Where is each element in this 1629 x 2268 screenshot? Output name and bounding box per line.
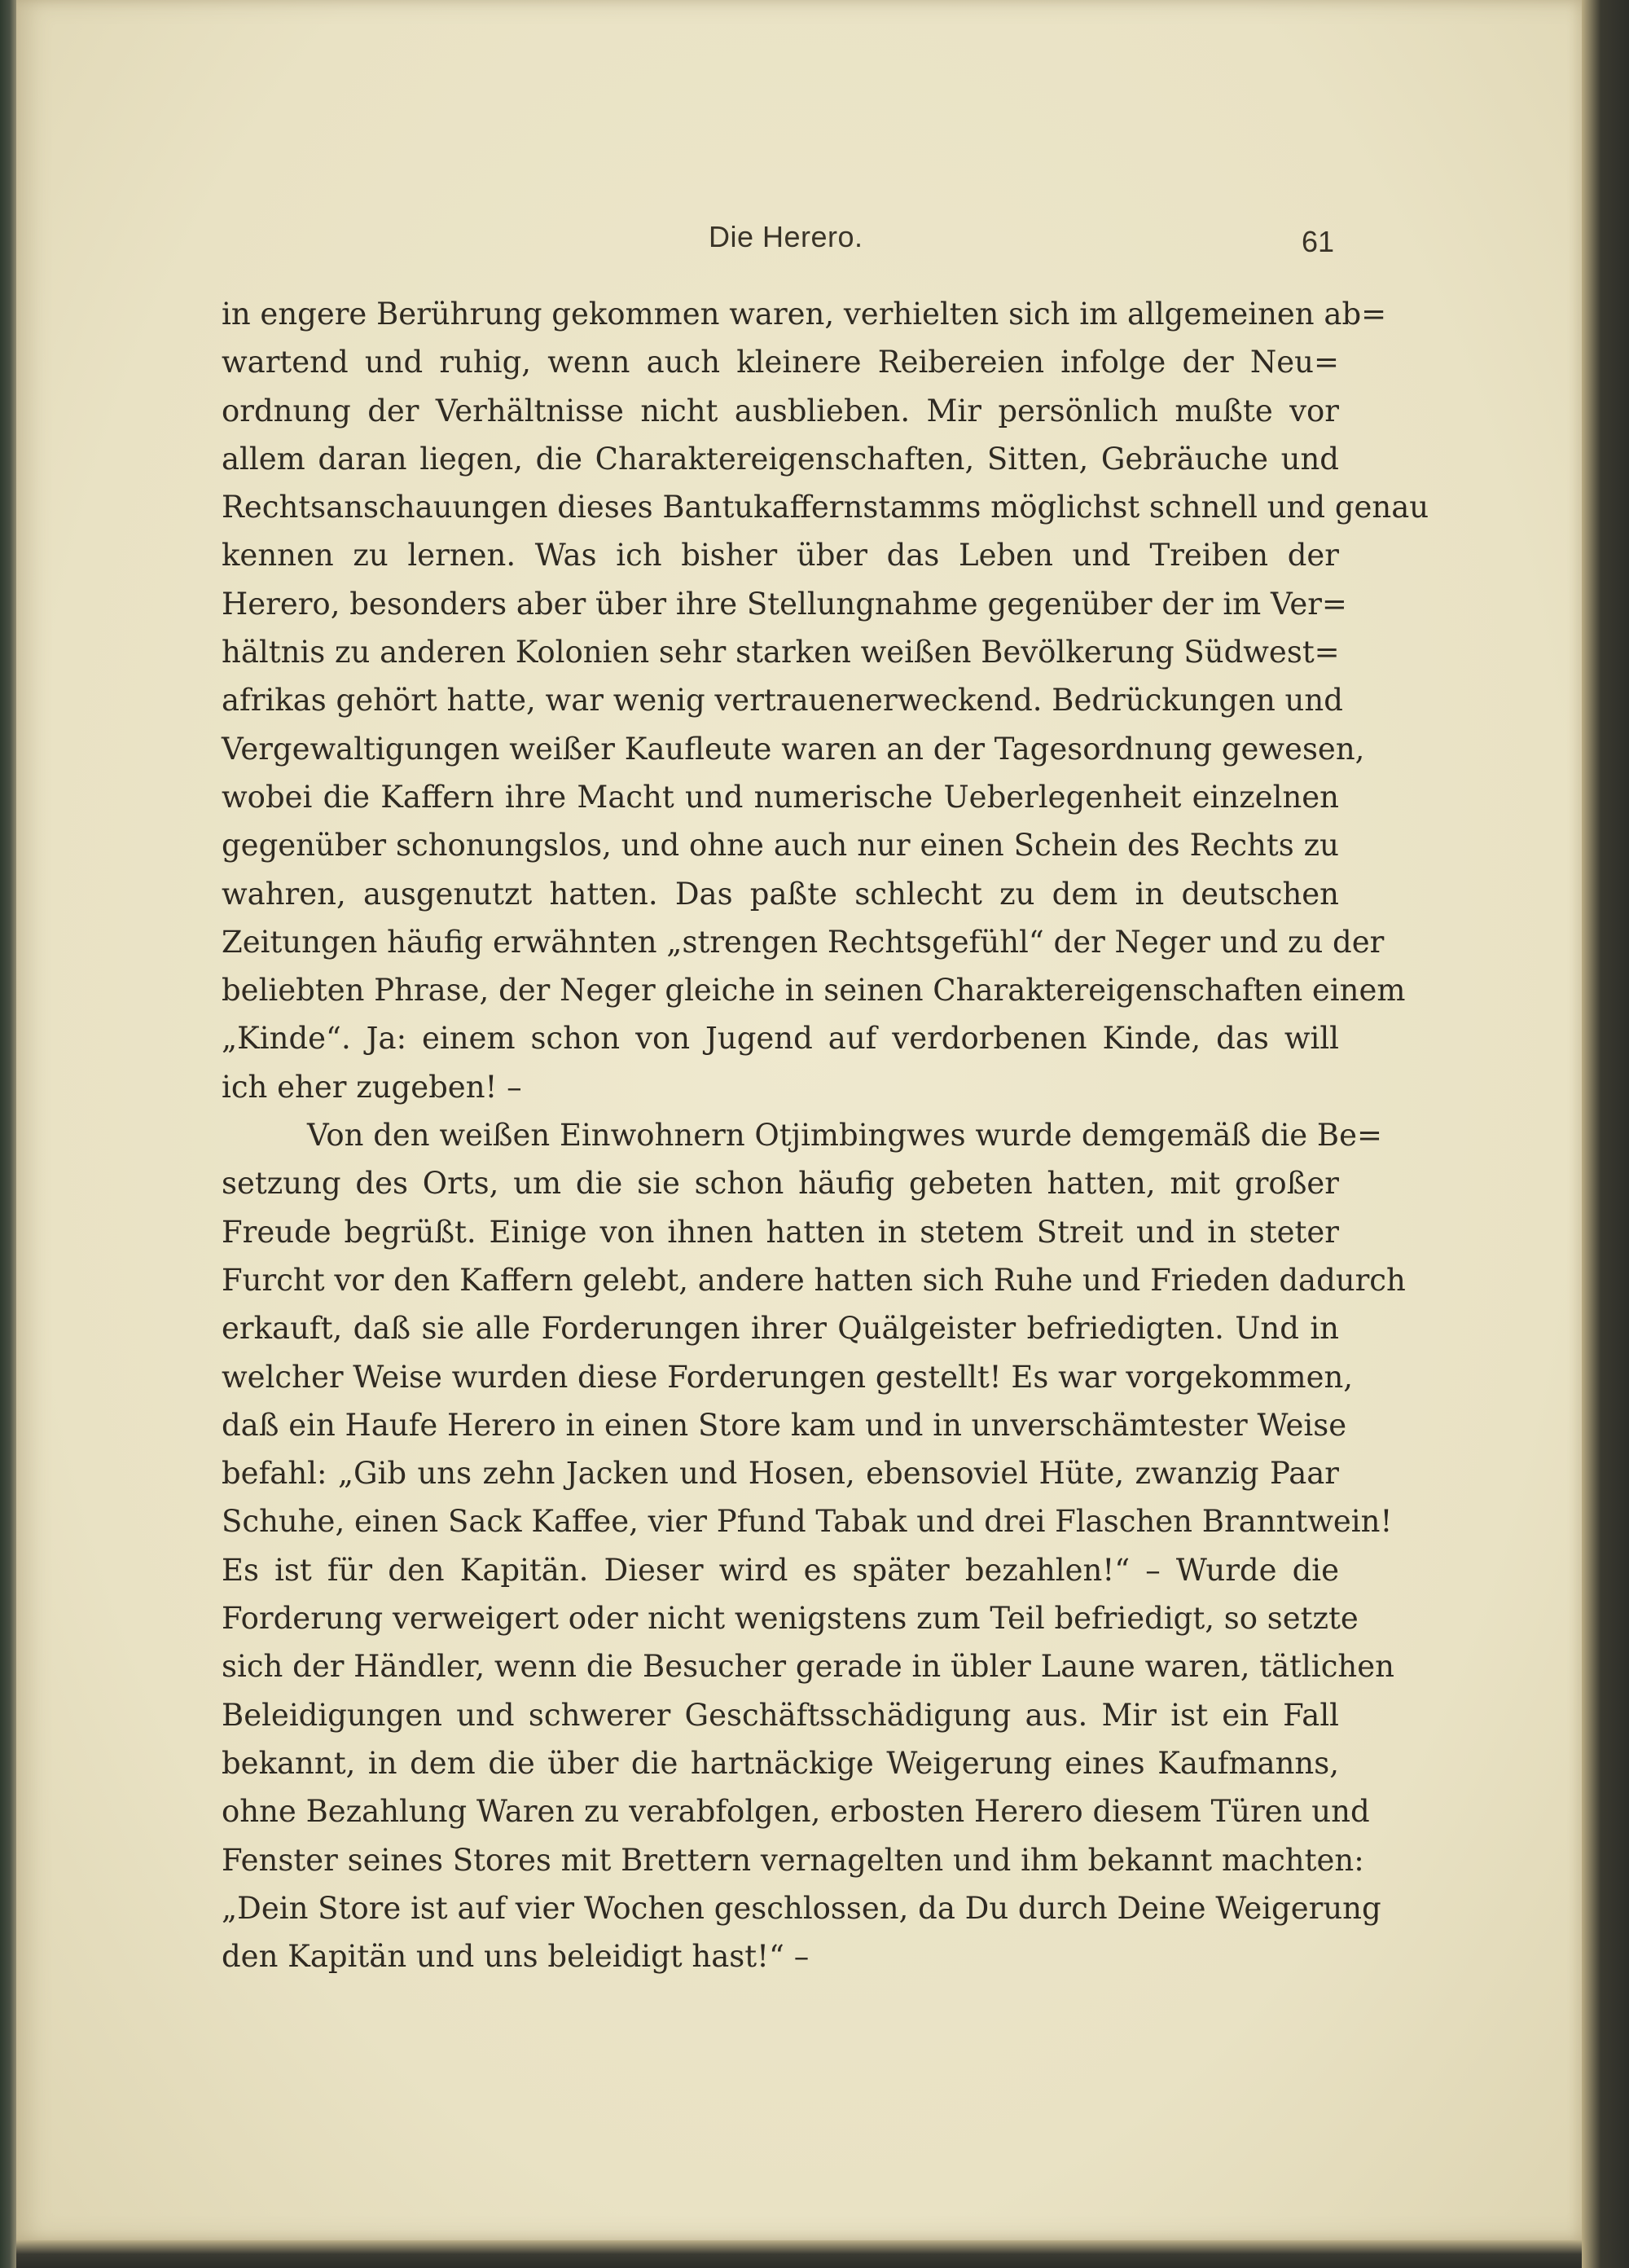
text-line: afrikas gehört hatte, war wenig vertrauenerweckend. Bedrückungen und: [222, 683, 1343, 719]
text-line: „Kinde“. Ja: einem schon von Jugend auf verdorbenen Kinde, das will: [222, 1021, 1339, 1057]
text-line: wobei die Kaffern ihre Macht und numerische Ueberlegenheit einzelnen: [222, 779, 1339, 815]
text-line: Fenster seines Stores mit Brettern vernagelten und ihm bekannt machten:: [222, 1842, 1364, 1878]
paragraph: [222, 1111, 1406, 1980]
text-line: wahren, ausgenutzt hatten. Das paßte schlecht zu dem in deutschen: [222, 876, 1339, 912]
text-line: den Kapitän und uns beleidigt hast!“ –: [222, 1939, 810, 1975]
text-line: beliebten Phrase, der Neger gleiche in seinen Charaktereigenschaften einem: [222, 973, 1406, 1009]
book-edge-bottom: [16, 2240, 1582, 2268]
text-line: erkauft, daß sie alle Forderungen ihrer Quälgeister befriedigten. Und in: [222, 1311, 1339, 1347]
paragraph: [222, 290, 1429, 1111]
text-line: welcher Weise wurden diese Forderungen gestellt! Es war vorgekommen,: [222, 1359, 1354, 1395]
text-line: ich eher zugeben! –: [222, 1069, 522, 1105]
text-line: Forderung verweigert oder nicht wenigstens zum Teil befriedigt, so setzte: [222, 1601, 1359, 1637]
book-page: [16, 0, 1582, 2240]
book-binding-left: [0, 0, 16, 2268]
text-line: Rechtsanschauungen dieses Bantukaffernstamms möglichst schnell und genau: [222, 490, 1429, 525]
text-line: Vergewaltigungen weißer Kaufleute waren an der Tagesordnung gewesen,: [222, 731, 1365, 767]
text-line: Von den weißen Einwohnern Otjimbingwes wurde demgemäß die Be=: [307, 1118, 1383, 1154]
text-line: in engere Berührung gekommen waren, verhielten sich im allgemeinen ab=: [222, 297, 1387, 332]
text-line: Freude begrüßt. Einige von ihnen hatten in stetem Streit und in steter: [222, 1214, 1339, 1250]
text-line: bekannt, in dem die über die hartnäckige Weigerung eines Kaufmanns,: [222, 1745, 1339, 1781]
text-line: Zeitungen häufig erwähnten „strengen Rechtsgefühl“ der Neger und zu der: [222, 924, 1385, 960]
running-title: Die Herero.: [709, 220, 863, 253]
text-line: gegenüber schonungslos, und ohne auch nur einen Schein des Rechts zu: [222, 828, 1339, 864]
text-line: Herero, besonders aber über ihre Stellungnahme gegenüber der im Ver=: [222, 586, 1347, 622]
running-head: [16, 220, 1598, 269]
text-line: ordnung der Verhältnisse nicht ausblieben. Mir persönlich mußte vor: [222, 393, 1339, 429]
text-line: wartend und ruhig, wenn auch kleinere Reibereien infolge der Neu=: [222, 345, 1339, 380]
text-line: ohne Bezahlung Waren zu verabfolgen, erbosten Herero diesem Türen und: [222, 1794, 1370, 1830]
text-line: befahl: „Gib uns zehn Jacken und Hosen, ebensoviel Hüte, zwanzig Paar: [222, 1456, 1339, 1492]
text-line: Es ist für den Kapitän. Dieser wird es später bezahlen!“ – Wurde die: [222, 1552, 1339, 1588]
book-edge-right: [1582, 0, 1629, 2268]
text-line: sich der Händler, wenn die Besucher gerade in übler Laune waren, tätlichen: [222, 1649, 1394, 1685]
text-line: „Dein Store ist auf vier Wochen geschlossen, da Du durch Deine Weigerung: [222, 1890, 1381, 1926]
text-line: Schuhe, einen Sack Kaffee, vier Pfund Tabak und drei Flaschen Branntwein!: [222, 1504, 1393, 1540]
text-line: setzung des Orts, um die sie schon häufig gebeten hatten, mit großer: [222, 1166, 1339, 1202]
text-line: kennen zu lernen. Was ich bisher über das Leben und Treiben der: [222, 538, 1339, 574]
text-line: Beleidigungen und schwerer Geschäftsschädigung aus. Mir ist ein Fall: [222, 1697, 1339, 1733]
page-number: 61: [1302, 225, 1335, 258]
text-line: allem daran liegen, die Charaktereigenschaften, Sitten, Gebräuche und: [222, 441, 1339, 477]
text-line: hältnis zu anderen Kolonien sehr starken weißen Bevölkerung Südwest=: [222, 635, 1340, 670]
text-line: Furcht vor den Kaffern gelebt, andere hatten sich Ruhe und Frieden dadurch: [222, 1262, 1406, 1298]
body-text: [222, 290, 1429, 1980]
text-line: daß ein Haufe Herero in einen Store kam und in unverschämtester Weise: [222, 1407, 1347, 1443]
